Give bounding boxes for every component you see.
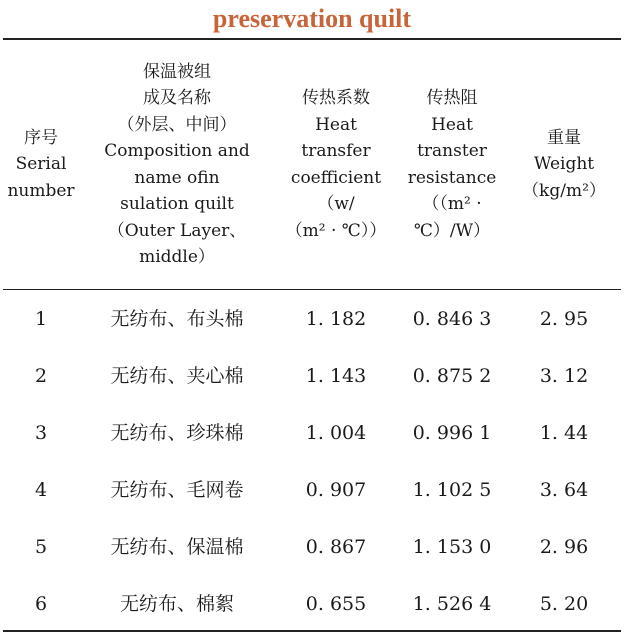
header-coefficient-line: coefficient xyxy=(290,167,382,188)
composition-cell: 无纺布、毛网卷 xyxy=(110,479,244,501)
header-composition-line: 保温被组 xyxy=(143,61,211,82)
header-composition-line: （外层、中间） xyxy=(117,114,237,135)
header-serial-line: Serial xyxy=(15,154,67,175)
header-weight-line: 重量 xyxy=(546,127,581,148)
header-resistance-line: 传热阻 xyxy=(426,88,478,108)
resistance-cell: 1. 526 4 xyxy=(412,593,492,615)
resistance-cell: 1. 102 5 xyxy=(412,479,492,501)
header-coefficient-line: transfer xyxy=(301,141,371,161)
header-divider-rule xyxy=(3,289,621,290)
table-row xyxy=(0,462,624,519)
header-resistance xyxy=(400,40,504,289)
composition-cell: 无纺布、夹心棉 xyxy=(110,365,244,387)
weight-cell: 3. 12 xyxy=(539,365,589,387)
table-title: preservation quilt xyxy=(212,4,412,33)
coefficient-cell: 0. 655 xyxy=(305,593,367,615)
header-resistance-line: transter xyxy=(417,141,487,161)
coefficient-cell: 1. 182 xyxy=(305,308,367,330)
resistance-cell: 0. 996 1 xyxy=(412,422,492,444)
header-resistance-line: ℃）/W） xyxy=(413,220,491,241)
serial-cell: 1 xyxy=(34,308,48,330)
header-serial xyxy=(0,40,82,289)
weight-cell: 3. 64 xyxy=(539,479,589,501)
resistance-cell: 1. 153 0 xyxy=(412,536,492,558)
serial-cell: 6 xyxy=(34,593,48,615)
header-resistance-line: （（m² · xyxy=(422,194,482,214)
weight-cell: 2. 96 xyxy=(539,536,589,558)
coefficient-cell: 1. 004 xyxy=(305,422,367,444)
header-composition xyxy=(82,40,272,289)
header-composition-line: 成及名称 xyxy=(143,88,211,108)
composition-cell: 无纺布、保温棉 xyxy=(110,536,244,558)
table-bottom-rule xyxy=(3,630,621,632)
header-coefficient xyxy=(272,40,400,289)
table-row xyxy=(0,405,624,462)
header-composition-line: sulation quilt xyxy=(120,194,234,214)
resistance-cell: 0. 846 3 xyxy=(412,308,492,330)
header-weight xyxy=(504,40,624,289)
weight-cell: 1. 44 xyxy=(539,422,589,444)
table-row xyxy=(0,348,624,405)
header-composition-line: name ofin xyxy=(134,167,220,188)
serial-cell: 3 xyxy=(34,422,48,444)
header-composition-line: middle） xyxy=(139,247,215,267)
header-coefficient-line: Heat xyxy=(315,114,357,135)
header-weight-line: （kg/m²） xyxy=(522,180,606,201)
composition-cell: 无纺布、珍珠棉 xyxy=(110,422,244,444)
header-coefficient-line: （m² · ℃）） xyxy=(285,220,387,241)
table-row xyxy=(0,576,624,633)
header-resistance-line: resistance xyxy=(407,167,497,188)
serial-cell: 5 xyxy=(34,536,48,558)
header-coefficient-line: （w/ xyxy=(317,194,355,214)
weight-cell: 5. 20 xyxy=(539,593,589,615)
resistance-cell: 0. 875 2 xyxy=(412,365,492,387)
header-resistance-line: Heat xyxy=(431,114,473,135)
coefficient-cell: 0. 867 xyxy=(305,536,367,558)
header-serial-line: number xyxy=(7,180,75,201)
composition-cell: 无纺布、布头棉 xyxy=(110,308,244,330)
header-composition-line: （Outer Layer、 xyxy=(107,220,247,241)
serial-cell: 2 xyxy=(34,365,48,387)
serial-cell: 4 xyxy=(34,479,48,501)
weight-cell: 2. 95 xyxy=(539,308,589,330)
coefficient-cell: 1. 143 xyxy=(305,365,367,387)
header-coefficient-line: 传热系数 xyxy=(301,88,370,108)
header-serial-line: 序号 xyxy=(24,127,58,148)
coefficient-cell: 0. 907 xyxy=(305,479,367,501)
header-weight-line: Weight xyxy=(533,154,595,175)
composition-cell: 无纺布、棉絮 xyxy=(119,593,234,615)
table-row xyxy=(0,291,624,348)
table-row xyxy=(0,519,624,576)
header-composition-line: Composition and xyxy=(104,141,250,161)
